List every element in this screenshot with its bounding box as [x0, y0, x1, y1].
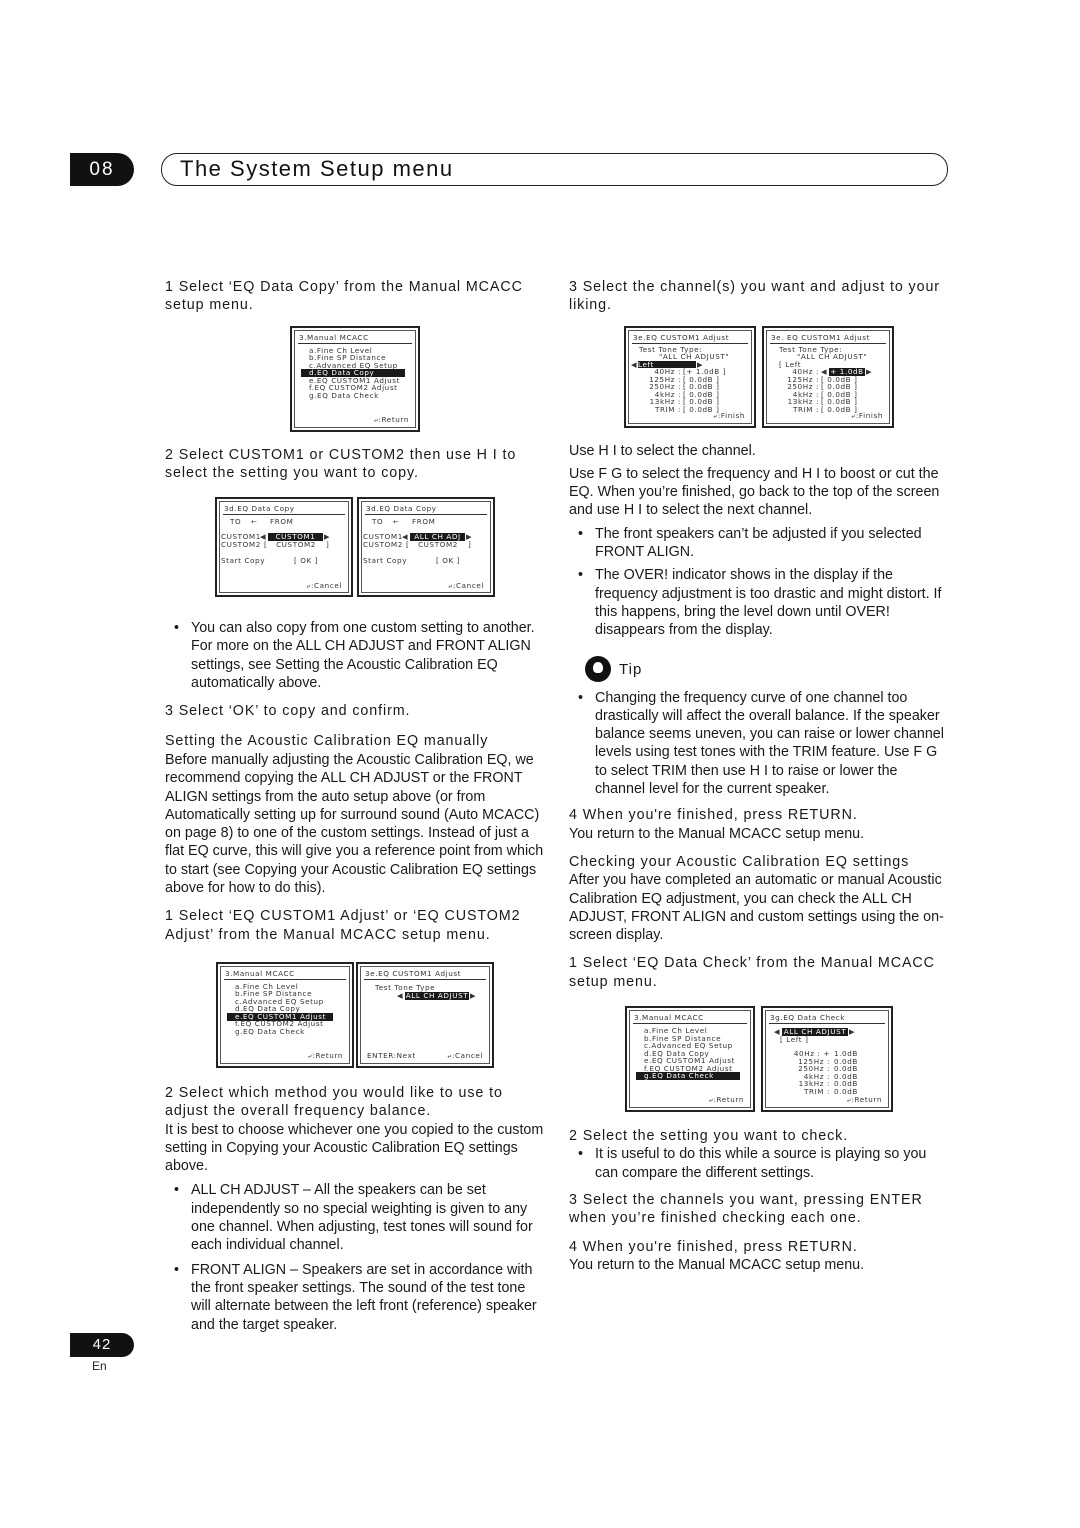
chapter-title: The System Setup menu [180, 156, 454, 181]
osd-menu-item: f.EQ CUSTOM2 Adjust [644, 1063, 733, 1073]
section-heading-checking-eq: Checking your Acoustic Calibration EQ settings [569, 853, 910, 870]
osd-test-tone-type: "ALL CH ADJUST" [659, 351, 730, 361]
osd-test-tone-label: Test Tone Type: [639, 344, 703, 354]
page-language: En [92, 1359, 107, 1373]
osd-row-label: CUSTOM1 [363, 532, 403, 542]
step-select-setting: 2 Select the setting you want to check. [569, 1128, 849, 1145]
osd-from-label: FROM [270, 517, 294, 527]
triangle-right-icon: ▶ [324, 532, 331, 542]
osd-menu-item: b.Fine SP Distance [644, 1033, 722, 1043]
triangle-left-icon: ◀ [402, 532, 409, 542]
bullet-front-speakers: • The front speakers can’t be adjusted if you selected FRONT ALIGN. [569, 525, 949, 562]
osd-divider [223, 514, 345, 515]
osd-freq-value-selected: + 1.0dB [830, 367, 864, 377]
step-select-eq-data-copy: 1 Select ‘EQ Data Copy’ from the Manual MCACC setup menu. [165, 279, 523, 314]
osd-menu-item-selected: g.EQ Data Check [636, 1072, 740, 1080]
osd-menu-item: c.Advanced EQ Setup [235, 996, 324, 1006]
osd-check-row [569, 1006, 949, 1112]
osd-row-label: CUSTOM2 [221, 540, 261, 550]
osd-divider [633, 1023, 747, 1024]
step-press-return-2: 4 When you're finished, press RETURN. [569, 1238, 858, 1255]
bullet-compare-settings: • It is useful to do this while a source is playing so you can compare the different settings. [569, 1145, 949, 1182]
paragraph-select-channel: Use H I to select the channel. [569, 442, 756, 459]
bullet-frequency-curve: • Changing the frequency curve of one channel too drastically will affect the overall balance. If the speaker balance seems uneven, you can raise or lower channel levels using test tones with the TRIM feature. Use F G to select TRIM then use H I to raise or lower the channel level for the current speaker. [569, 689, 949, 799]
step-select-ok: 3 Select ‘OK’ to copy and confirm. [165, 703, 411, 720]
osd-row-label: CUSTOM2 [363, 540, 403, 550]
osd-to-label: TO [372, 517, 384, 527]
osd-trim-label: TRIM : [803, 1086, 830, 1096]
osd-menu-item: g.EQ Data Check [309, 390, 379, 400]
osd-menu-item: f.EQ CUSTOM2 Adjust [309, 383, 398, 393]
osd-title: 3.Manual MCACC [634, 1013, 704, 1023]
osd-row-label: CUSTOM1 [221, 532, 261, 542]
page-number: 42 [70, 1333, 134, 1357]
osd-freq-label: 4kHz : [654, 389, 681, 399]
osd-freq-label: 13kHz : [649, 397, 681, 407]
osd-menu-item: a.Fine Ch Level [644, 1026, 708, 1036]
osd-footer-return: ⤶:Return [708, 1095, 744, 1105]
bullet-all-ch-adjust: • ALL CH ADJUST – All the speakers can be set independently so no special weighting is given to any one channel. When adjusting, test tones will sound for each individual channel. [165, 1181, 545, 1254]
triangle-left-icon: ◀ [397, 990, 404, 1000]
osd-footer-next: ENTER:Next [367, 1051, 416, 1061]
paragraph-return-menu-2: You return to the Manual MCACC setup menu. [569, 1256, 865, 1273]
osd-eq-data-copy-2: 3d.EQ Data Copy TO ← FROM CUSTOM1 ◀ ALL CH ADJ ▶ CUSTOM2 CUSTOM2 [ ] Start Copy [ OK ] ⤶:Cancel [357, 497, 495, 597]
osd-ok-button: [ OK ] [436, 556, 461, 566]
osd-freq-label: 250Hz : [649, 382, 681, 392]
osd-test-tone-type: "ALL CH ADJUST" [797, 351, 868, 361]
osd-menu-item-selected: e.EQ CUSTOM1 Adjust [227, 1013, 333, 1021]
osd-row-value: CUSTOM2 [418, 540, 458, 550]
osd-eq-adjust-2 [762, 326, 894, 428]
osd-freq-label: 13kHz : [798, 1079, 830, 1089]
arrow-left-icon: ← [393, 517, 400, 527]
osd-freq-label: 125Hz : [649, 374, 681, 384]
osd-menu-item: f.EQ CUSTOM2 Adjust [235, 1019, 324, 1029]
osd-eq-data-check [761, 1006, 893, 1112]
triangle-right-icon: ▶ [470, 990, 477, 1000]
osd-footer-cancel: ⤶:Cancel [447, 1051, 483, 1061]
paragraph-adjust-eq: Use F G to select the frequency and H I to boost or cut the EQ. When you’re finished, go back to the top of the screen and use H I to select the next channel. [569, 465, 940, 519]
osd-divider [365, 514, 487, 515]
osd-divider [632, 343, 748, 344]
bullet-front-align: • FRONT ALIGN – Speakers are set in accordance with the front speaker settings. The sound of the test tone will alternate between the left front (reference) speaker and the target speaker. [165, 1261, 545, 1334]
osd-footer-finish: ⤶:Finish [713, 411, 745, 420]
osd-menu-item: g.EQ Data Check [235, 1026, 305, 1036]
osd-footer-return: ⤶:Return [846, 1095, 882, 1105]
triangle-left-icon: ◀ [260, 532, 267, 542]
osd-trim-label: TRIM : [792, 404, 819, 414]
osd-divider [770, 343, 886, 344]
osd-eq-data-copy-1: 3d.EQ Data Copy TO ← FROM CUSTOM1 ◀ CUSTOM1 ▶ CUSTOM2 CUSTOM2 [ ] Start Copy [ OK ] ⤶:Cancel [215, 497, 353, 597]
bullet-copy-custom: • You can also copy from one custom setting to another. For more on the ALL CH ADJUST and FRONT ALIGN settings, see Setting the Acoustic Calibration EQ automatically above. [165, 619, 545, 692]
osd-freq-label: 4kHz : [792, 389, 819, 399]
osd-freq-value: 0.0dB [834, 1079, 858, 1089]
osd-freq-label: 125Hz : [787, 374, 819, 384]
step-select-method: 2 Select which method you would like to use to adjust the overall frequency balance. [165, 1084, 503, 1120]
osd-freq-value: [ 0.0dB ] [683, 397, 720, 407]
paragraph-manual-eq: Before manually adjusting the Acoustic Calibration EQ, we recommend copying the ALL CH ADJUST or the FRONT ALIGN settings from the auto setup above (or from Automatically setting up for surround sound (Auto MCACC) on page 8) to one of the custom settings. Instead of just a flat EQ curve, this will give you a reference point from which to start (see Copying your Acoustic Calibration EQ settings above for how to do this). [165, 751, 544, 897]
osd-copy-source: ALL CH ADJ [410, 533, 465, 541]
osd-footer-return: ⤶:Return [373, 415, 409, 424]
triangle-left-icon: ◀ [821, 367, 828, 377]
arrow-left-icon: ← [251, 517, 258, 527]
osd-trim-label: TRIM : [654, 404, 681, 414]
osd-title: 3e. EQ CUSTOM1 Adjust [771, 332, 871, 342]
osd-to-label: TO [230, 517, 242, 527]
step-select-custom: 2 Select CUSTOM1 or CUSTOM2 then use H I to select the setting you want to copy. [165, 446, 517, 481]
osd-footer-finish: ⤶:Finish [851, 411, 883, 420]
osd-trim-value: 0.0dB [834, 1086, 858, 1096]
osd-freq-value: 0.0dB [834, 1071, 858, 1081]
osd-title: 3g.EQ Data Check [770, 1013, 846, 1023]
step-select-channels-enter: 3 Select the channels you want, pressing ENTER when you’re finished checking each one. [569, 1191, 923, 1227]
osd-setting-selected: ALL CH ADJUST [783, 1027, 847, 1037]
osd-freq-label: 40Hz : + [793, 1049, 830, 1059]
osd-copy-row [165, 497, 545, 597]
osd-menu-item: e.EQ CUSTOM1 Adjust [309, 375, 401, 385]
tip-label: Tip [619, 660, 643, 678]
triangle-right-icon: ▶ [866, 367, 873, 377]
osd-channel: [ Left [779, 359, 802, 369]
osd-from-label: FROM [412, 517, 436, 527]
osd-title: 3.Manual MCACC [225, 968, 295, 978]
osd-freq-value: [ 0.0dB ] [683, 374, 720, 384]
osd-menu-row-b [165, 962, 545, 1068]
step-press-return: 4 When you're finished, press RETURN. [569, 807, 858, 824]
osd-manual-mcacc-menu [216, 962, 354, 1068]
osd-start-copy: Start Copy [221, 556, 266, 566]
osd-divider [769, 1023, 885, 1024]
osd-freq-value: [ 0.0dB ] [821, 389, 858, 399]
osd-divider [364, 979, 486, 980]
osd-copy-source: CUSTOM1 [268, 533, 323, 541]
osd-divider [224, 979, 346, 980]
osd-menu-item: a.Fine Ch Level [235, 981, 299, 991]
triangle-right-icon: ▶ [697, 359, 704, 369]
osd-test-tone-value: ALL CH ADJUST [405, 990, 469, 1000]
bullet-over-indicator: • The OVER! indicator shows in the display if the frequency adjustment is too drastic and might distort. If this happens, bring the level down until OVER! disappears from the display. [569, 566, 949, 639]
osd-trim-value: [ 0.0dB ] [683, 404, 720, 414]
step-select-eq-custom-adjust: 1 Select ‘EQ CUSTOM1 Adjust’ or ‘EQ CUSTOM2 Adjust’ from the Manual MCACC setup menu. [165, 908, 521, 943]
osd-test-tone-type [356, 962, 494, 1068]
osd-manual-mcacc-menu [290, 326, 420, 432]
osd-freq-label: 40Hz : [654, 367, 681, 377]
osd-title: 3e.EQ CUSTOM1 Adjust [633, 332, 730, 342]
osd-freq-value: [ 0.0dB ] [821, 374, 858, 384]
osd-menu-item: a.Fine Ch Level [309, 345, 373, 355]
osd-title: 3d.EQ Data Copy [224, 504, 295, 514]
triangle-left-icon: ◀ [631, 359, 638, 369]
osd-freq-label: 250Hz : [787, 382, 819, 392]
osd-menu-item: d.EQ Data Copy [235, 1004, 301, 1014]
osd-freq-value: [+ 1.0dB ] [683, 367, 727, 377]
osd-adjust-row [569, 326, 949, 428]
osd-menu-item: b.Fine SP Distance [309, 353, 387, 363]
osd-freq-value: 0.0dB [834, 1064, 858, 1074]
osd-channel-selected: Left [638, 361, 696, 369]
step-select-eq-data-check: 1 Select ‘EQ Data Check’ from the Manual MCACC setup menu. [569, 955, 935, 990]
left-column [165, 278, 545, 1334]
osd-menu-item: b.Fine SP Distance [235, 989, 313, 999]
osd-start-copy: Start Copy [363, 556, 408, 566]
section-heading-manual-eq: Setting the Acoustic Calibration EQ manually [165, 732, 489, 749]
chapter-number: 08 [70, 153, 134, 186]
triangle-left-icon: ◀ [774, 1027, 781, 1037]
osd-freq-value: [ 0.0dB ] [683, 389, 720, 399]
osd-freq-label: 40Hz : [792, 367, 819, 377]
triangle-right-icon: ▶ [466, 532, 473, 542]
right-column [569, 278, 949, 1274]
osd-menu-item: e.EQ CUSTOM1 Adjust [644, 1056, 736, 1066]
osd-freq-value: [ 0.0dB ] [821, 382, 858, 392]
step-select-channels: 3 Select the channel(s) you want and adjust to your liking. [569, 279, 940, 314]
osd-title: 3d.EQ Data Copy [366, 504, 437, 514]
osd-freq-value: [ 0.0dB ] [683, 382, 720, 392]
osd-freq-label: 250Hz : [798, 1064, 830, 1074]
osd-title: 3.Manual MCACC [299, 332, 369, 342]
osd-footer-return: ⤶:Return [307, 1051, 343, 1061]
osd-trim-value: [ 0.0dB ] [821, 404, 858, 414]
osd-row-value: CUSTOM2 [276, 540, 316, 550]
osd-menu-item: c.Advanced EQ Setup [309, 360, 398, 370]
osd-title: 3e.EQ CUSTOM1 Adjust [365, 968, 462, 978]
osd-footer-cancel: ⤶:Cancel [448, 580, 484, 590]
osd-test-tone-label: Test Tone Type: [779, 344, 843, 354]
osd-freq-label: 125Hz : [798, 1056, 830, 1066]
osd-freq-label: 4kHz : [803, 1071, 830, 1081]
osd-footer-cancel: ⤶:Cancel [306, 580, 342, 590]
paragraph-choose-method: It is best to choose whichever one you copied to the custom setting in Copying your Acoustic Calibration EQ settings above. [165, 1121, 544, 1175]
paragraph-checking-eq: After you have completed an automatic or manual Acoustic Calibration EQ adjustment, you can check the ALL CH ADJUST, FRONT ALIGN and custom settings using the on-screen display. [569, 872, 944, 944]
osd-menu-item: d.EQ Data Copy [644, 1048, 710, 1058]
paragraph-return-menu: You return to the Manual MCACC setup menu. [569, 825, 865, 842]
osd-eq-adjust-1 [624, 326, 756, 428]
osd-channel: [ Left ] [780, 1034, 809, 1044]
osd-test-tone-label: Test Tone Type [375, 982, 436, 992]
osd-freq-value: 1.0dB [834, 1049, 858, 1059]
osd-menu-item: c.Advanced EQ Setup [644, 1041, 733, 1051]
osd-freq-value: [ 0.0dB ] [821, 397, 858, 407]
osd-menu-row-a [165, 326, 545, 432]
triangle-right-icon: ▶ [849, 1027, 856, 1037]
osd-ok-button: [ OK ] [294, 556, 319, 566]
osd-freq-label: 13kHz : [787, 397, 819, 407]
lightbulb-icon [585, 656, 611, 682]
osd-manual-mcacc-menu [625, 1006, 755, 1112]
osd-menu-item-selected: d.EQ Data Copy [301, 369, 405, 377]
tip-callout [569, 656, 949, 684]
osd-divider [298, 343, 412, 344]
osd-freq-value: 0.0dB [834, 1056, 858, 1066]
